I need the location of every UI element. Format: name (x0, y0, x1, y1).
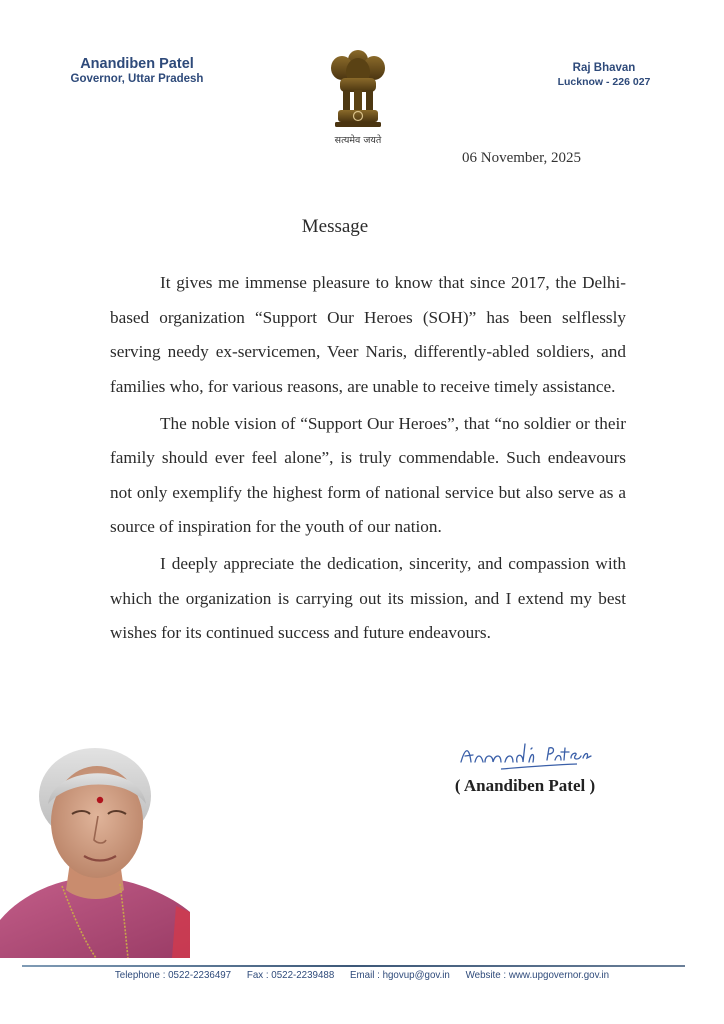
message-body (110, 266, 626, 651)
page-title: Message (301, 216, 369, 237)
paragraph: It gives me immense pleasure to know that since 2017, the Delhi-based organization “Support Our Heroes (SOH)” has been selflessly serving needy ex-servicemen, Veer Naris, differently-abled soldiers, and families who, for various reasons, are unable to receive timely assistance. (110, 273, 626, 396)
footer-telephone: Telephone : 0522-2236497 (114, 969, 232, 981)
office-name: Raj Bhavan (572, 62, 636, 74)
governor-title: Governor, Uttar Pradesh (70, 73, 204, 85)
governor-name: Anandiben Patel (80, 56, 194, 72)
letterhead-right (545, 61, 663, 89)
footer-divider (22, 965, 685, 967)
footer-website[interactable]: Website : www.upgovernor.gov.in (465, 969, 610, 981)
office-address: Lucknow - 226 027 (557, 76, 651, 88)
paragraph: The noble vision of “Support Our Heroes”, that “no soldier or their family should ever feel alone”, is truly commendable. Such endeavours not only exemplify the highest form of national service but also serve as a source of inspiration for the youth of our nation. (110, 413, 626, 536)
signatory-name: ( Anandiben Patel ) (454, 776, 596, 795)
governor-photo (0, 744, 190, 958)
paragraph: I deeply appreciate the dedication, sincerity, and compassion with which the organization is carrying out its mission, and I extend my best wishes for its continued success and future endeavours. (110, 554, 626, 642)
footer-contact (25, 969, 698, 981)
handwritten-signature (455, 740, 605, 772)
letter-date: 06 November, 2025 (462, 150, 581, 166)
emblem-motto: सत्यमेव जयते (334, 135, 382, 146)
footer-fax: Fax : 0522-2239488 (246, 969, 335, 981)
letterhead-left (52, 56, 222, 86)
footer-email[interactable]: Email : hgovup@gov.in (350, 969, 450, 981)
